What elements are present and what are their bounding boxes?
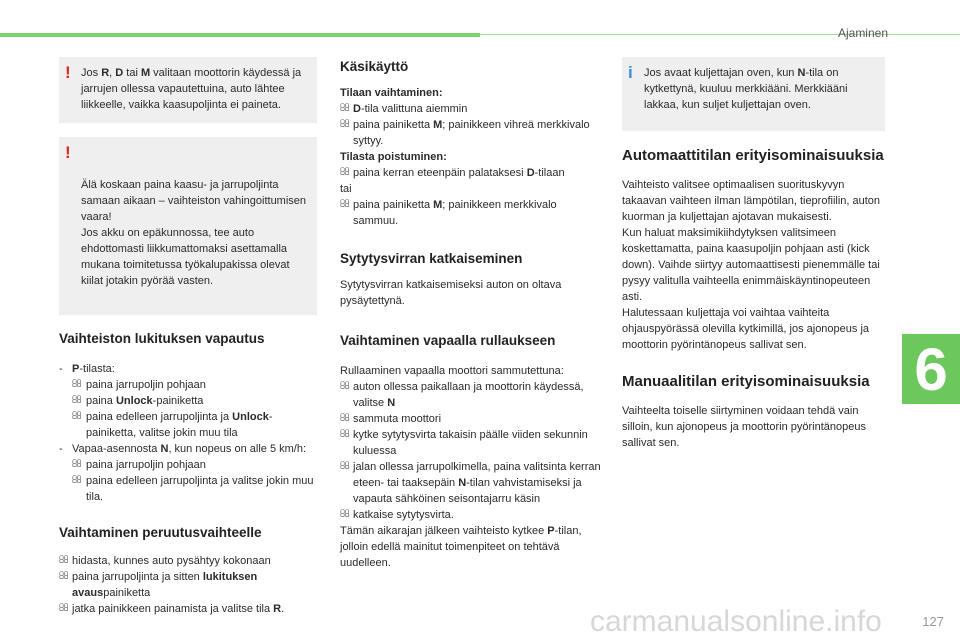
list-item: paina jarrupoljin pohjaan — [86, 459, 206, 471]
heading-release: Vaihteiston lukituksen vapautus — [59, 331, 265, 346]
info-text: Jos avaat kuljettajan oven, kun N-tila on kytkettynä, kuuluu merkkiääni. Merkkiääni lakkaa, kun suljet kuljettajan oven. — [644, 67, 848, 111]
warning-box-1 — [59, 57, 317, 123]
heading-neutral: Vaihtaminen vapaalla rullaukseen — [340, 333, 556, 348]
warning-text-2: Älä koskaan paina kaasu- ja jarrupoljinta samaan aikaan – vaihteiston vahingoittumisen vaara! Jos akku on epäkunnossa, tee auto ehdottomasti liikkumattomaksi asettamalla mukana toimitetussa työkalupakissa olevat kiilat jotakin pyörää vasten. — [81, 179, 307, 287]
warning-icon: ! — [65, 63, 71, 82]
list-item: katkaise sytytysvirta. — [353, 509, 454, 521]
list-item: paina painiketta M; painikkeen vihreä merkkivalo syttyy. — [353, 119, 590, 147]
list-item: jalan ollessa jarrupolkimella, paina valitsinta kerran eteen- tai taaksepäin N-tilan vahvistamiseksi ja vapauta sähköinen seisontajarru käsin — [353, 461, 601, 505]
list-item: D-tila valittuna aiemmin — [353, 103, 468, 115]
list-item: paina edelleen jarrupoljinta ja valitse jokin muu tila. — [86, 475, 314, 503]
neutral-intro: Rullaaminen vapaalla moottori sammutettuna: — [340, 365, 564, 377]
header-rule — [480, 34, 960, 35]
list-item: paina edelleen jarrupoljinta ja Unlock-painiketta, valitse jokin muu tila — [86, 411, 273, 439]
warning-box-2 — [59, 137, 317, 315]
ignition-text: Sytytysvirran katkaisemiseksi auton on oltava pysäytettynä. — [340, 279, 562, 307]
column-3 — [622, 57, 885, 451]
column-2 — [340, 57, 602, 571]
list-item: paina Unlock-painiketta — [86, 395, 204, 407]
heading-ignition: Sytytysvirran katkaiseminen — [340, 251, 523, 266]
info-box — [622, 57, 885, 131]
list-item: sammuta moottori — [353, 413, 442, 425]
heading-manual-special: Manuaalitilan erityisominaisuuksia — [622, 373, 870, 390]
watermark: carmanualsonline.info — [590, 605, 882, 638]
subheading-exit: Tilasta poistuminen: — [340, 151, 447, 163]
page-number: 127 — [922, 614, 944, 629]
list-item: - P-tilasta: — [59, 363, 115, 375]
info-icon: i — [628, 63, 633, 82]
list-item: paina jarrupoljin pohjaan — [86, 379, 206, 391]
list-item: jatka painikkeen painamista ja valitse tila R. — [72, 603, 285, 615]
column-1 — [59, 57, 317, 617]
list-item: paina jarrupoljinta ja sitten lukituksen avauspainiketta — [72, 571, 258, 599]
heading-auto: Automaattitilan erityisominaisuuksia — [622, 147, 884, 164]
neutral-note: Tämän aikarajan jälkeen vaihteisto kytkee P-tilan, jolloin edellä mainitut toimenpiteet on tehtävä uudelleen. — [340, 525, 582, 569]
subheading-enter: Tilaan vaihtaminen: — [340, 87, 443, 99]
section-header: Ajaminen — [837, 26, 888, 40]
heading-manual: Käsikäyttö — [340, 59, 409, 74]
manual-special-text: Vaihteelta toiselle siirtyminen voidaan tehdä vain silloin, kun ajonopeus ja moottorin pyörintänopeus sallivat sen. — [622, 405, 866, 449]
warning-icon: ! — [65, 143, 71, 162]
chapter-tab: 6 — [902, 334, 960, 404]
list-item: paina kerran eteenpäin palataksesi D-tilaan — [353, 167, 565, 179]
list-item: paina painiketta M; painikkeen merkkivalo sammuu. — [353, 199, 557, 227]
header-accent-bar — [0, 33, 480, 37]
warning-text-1: Jos R, D tai M valitaan moottorin käydessä ja jarrujen ollessa vapautettuina, auto lähtee liikkeelle, vaikka kaasupoljinta ei paineta. — [81, 67, 302, 111]
list-item: auton ollessa paikallaan ja moottorin käydessä, valitse N — [353, 381, 584, 409]
heading-reverse: Vaihtaminen peruutusvaihteelle — [59, 525, 262, 540]
list-item: hidasta, kunnes auto pysähtyy kokonaan — [72, 555, 271, 567]
or-text: tai — [340, 183, 352, 195]
auto-text: Vaihteisto valitsee optimaalisen suorituskyvyn takaavan vaihteen ilman lämpötilan, tieprofiilin, auton kuorman ja kuljettajan ajotavan mukaisesti. Kun haluat maksimikiihdytyksen valitsimeen koskettamatta, paina kaasupoljin pohjaan asti (kick down). Vaihde siirtyy automaattisesti pienemmälle tai pysyy valitulla vaihteella enimmäiskäyntinopeuteen asti. Halutessaan kuljettaja voi vaihtaa vaihteita ohjauspyörässä olevilla kytkimillä, jos ajonopeus ja moottorin pyörintänopeus sallivat sen. — [622, 179, 881, 351]
list-item: kytke sytytysvirta takaisin päälle viiden sekunnin kuluessa — [353, 429, 588, 457]
list-item: - Vapaa-asennosta N, kun nopeus on alle 5 km/h: — [59, 443, 307, 455]
